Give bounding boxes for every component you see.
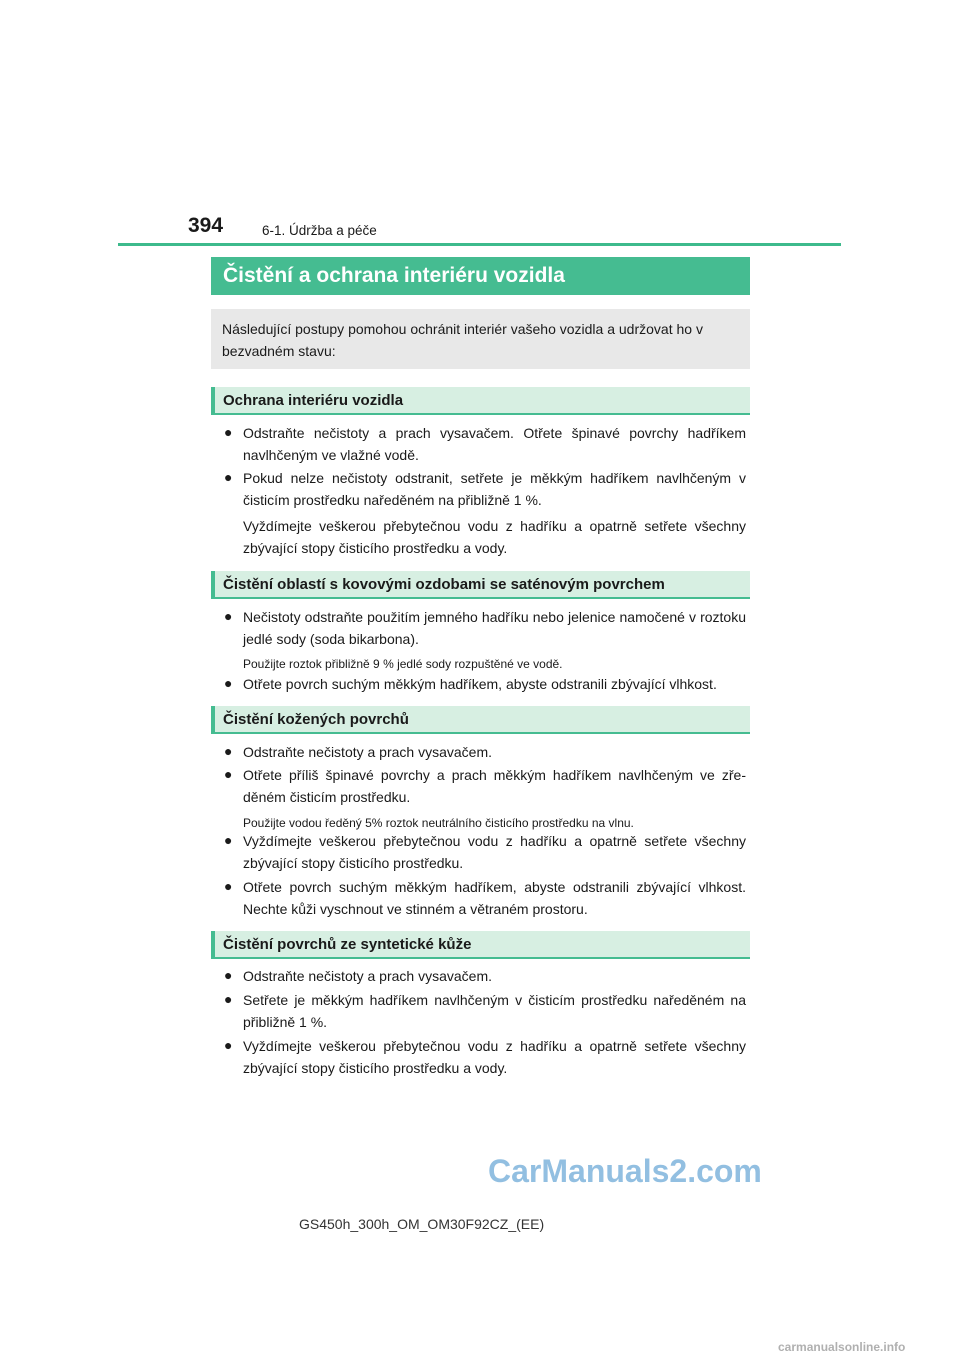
bullet-icon: ● [224,743,233,759]
bullet-icon: ● [224,1037,233,1053]
list-item: ● Setřete je měkkým hadříkem navlhčeným v čisticím prostředku naředěném na přibližně 1 %. [224,989,746,1033]
list-item: ● Otřete povrch suchým měkkým hadříkem, abyste odstranili zbývající vlhkost. Nechte kůži vyschnout ve stinném a větraném prostoru. [224,876,746,920]
list-item: ● Odstraňte nečistoty a prach vysavačem. Otřete špinavé povrchy hadříkem navlhčeným ve vlažné vodě. [224,422,746,466]
bullet-icon: ● [224,832,233,848]
bullet-icon: ● [224,675,233,691]
section-heading-synthetic-leather: Čistění povrchů ze syntetické kůže [211,931,750,959]
list-item: ● Otřete povrch suchým měkkým hadříkem, abyste odstranili zbývající vlhkost. [224,673,746,695]
section-heading-interior-protection: Ochrana interiéru vozidla [211,387,750,415]
document-code: GS450h_300h_OM_OM30F92CZ_(EE) [299,1216,545,1232]
intro-box: Následující postupy pomohou ochránit interiér vašeho vozidla a udržovat ho v bezvadném stavu: [211,309,750,369]
section-reference: 6-1. Údržba a péče [262,223,377,238]
bullet-icon: ● [224,424,233,440]
bullet-icon: ● [224,991,233,1007]
section-heading-satin-metal: Čistění oblastí s kovovými ozdobami se saténovým povrchem [211,571,750,599]
paragraph: Vyždímejte veškerou přebytečnou vodu z hadříku a opatrně setřete všechny zbývající stopy čisticího prostředku a vody. [243,518,746,556]
list-item: ● Odstraňte nečistoty a prach vysavačem. [224,741,746,763]
page-number: 394 [188,214,224,237]
bullet-icon: ● [224,878,233,894]
note-text: Použijte roztok přibližně 9 % jedlé sody rozpuštěné ve vodě. [243,657,563,671]
footer-watermark: carmanualsonline.info [778,1340,906,1354]
list-item: ● Otřete příliš špinavé povrchy a prach měkkým hadříkem navlhčeným ve zře- děném čisticím prostředku. [224,764,746,808]
list-item: ● Nečistoty odstraňte použitím jemného hadříku nebo jelenice namočené v roztoku jedlé sody (soda bikarbona). [224,606,746,650]
section-heading-leather: Čistění kožených povrchů [211,706,750,734]
bullet-icon: ● [224,766,233,782]
list-item: ● Vyždímejte veškerou přebytečnou vodu z hadříku a opatrně setřete všechny zbývající stopy čisticího prostředku a vody. [224,1035,746,1079]
watermark: CarManuals2.com [488,1153,762,1189]
bullet-icon: ● [224,469,233,485]
page-title: Čistění a ochrana interiéru vozidla [211,257,750,295]
list-item: ● Pokud nelze nečistoty odstranit, setřete je měkkým hadříkem navlhčeným v čisticím prostředku naředěném na přibližně 1 %. [224,467,746,511]
bullet-icon: ● [224,608,233,624]
list-item: ● Odstraňte nečistoty a prach vysavačem. [224,965,746,987]
note-text: Použijte vodou ředěný 5% roztok neutrálního čisticího prostředku na vlnu. [243,816,634,830]
bullet-icon: ● [224,967,233,983]
header-divider [118,243,841,246]
list-item: ● Vyždímejte veškerou přebytečnou vodu z hadříku a opatrně setřete všechny zbývající stopy čisticího prostředku. [224,830,746,874]
